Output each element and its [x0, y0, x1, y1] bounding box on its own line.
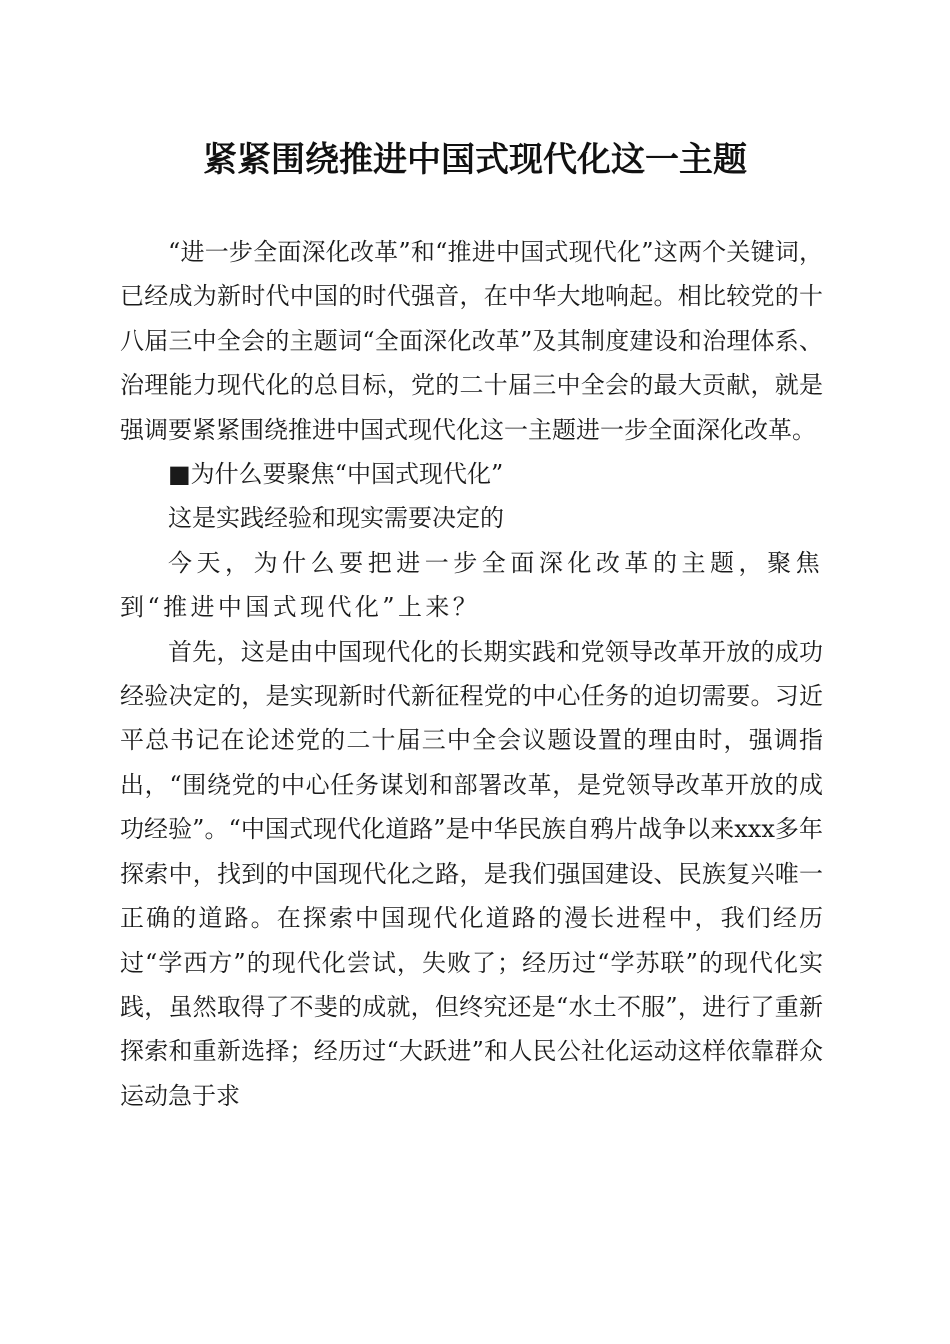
document-body — [120, 230, 823, 1118]
section-subheading: 这是实践经验和现实需要决定的 — [168, 504, 504, 533]
paragraph-intro: “进一步全面深化改革”和“推进中国式现代化”这两个关键词，已经成为新时代中国的时代强音，在中华大地响起。相比较党的十八届三中全会的主题词“全面深化改革”及其制度建设和治理体系、治理能力现代化的总目标，党的二十届三中全会的最大贡献，就是强调要紧紧围绕推进中国式现代化这一主题进一步全面深化改革。 — [120, 238, 823, 444]
document-title: 紧紧围绕推进中国式现代化这一主题 — [203, 140, 747, 180]
paragraph-question: 今天，为什么要把进一步全面深化改革的主题，聚焦到“推进中国式现代化”上来？ — [120, 548, 823, 622]
paragraph-first-reason: 首先，这是由中国现代化的长期实践和党领导改革开放的成功经验决定的，是实现新时代新征程党的中心任务的迫切需要。习近平总书记在论述党的二十届三中全会议题设置的理由时，强调指出，“围绕党的中心任务谋划和部署改革，是党领导改革开放的成功经验”。“中国式现代化道路”是中华民族自鸦片战争以来xxx多年探索中，找到的中国现代化之路，是我们强国建设、民族复兴唯一正确的道路。在探索中国现代化道路的漫长进程中，我们经历过“学西方”的现代化尝试，失败了；经历过“学苏联”的现代化实践，虽然取得了不斐的成就，但终究还是“水土不服”，进行了重新探索和重新选择；经历过“大跃进”和人民公社化运动这样依靠群众运动急于求 — [120, 637, 823, 1110]
section-heading: ■为什么要聚焦“中国式现代化” — [168, 460, 504, 489]
